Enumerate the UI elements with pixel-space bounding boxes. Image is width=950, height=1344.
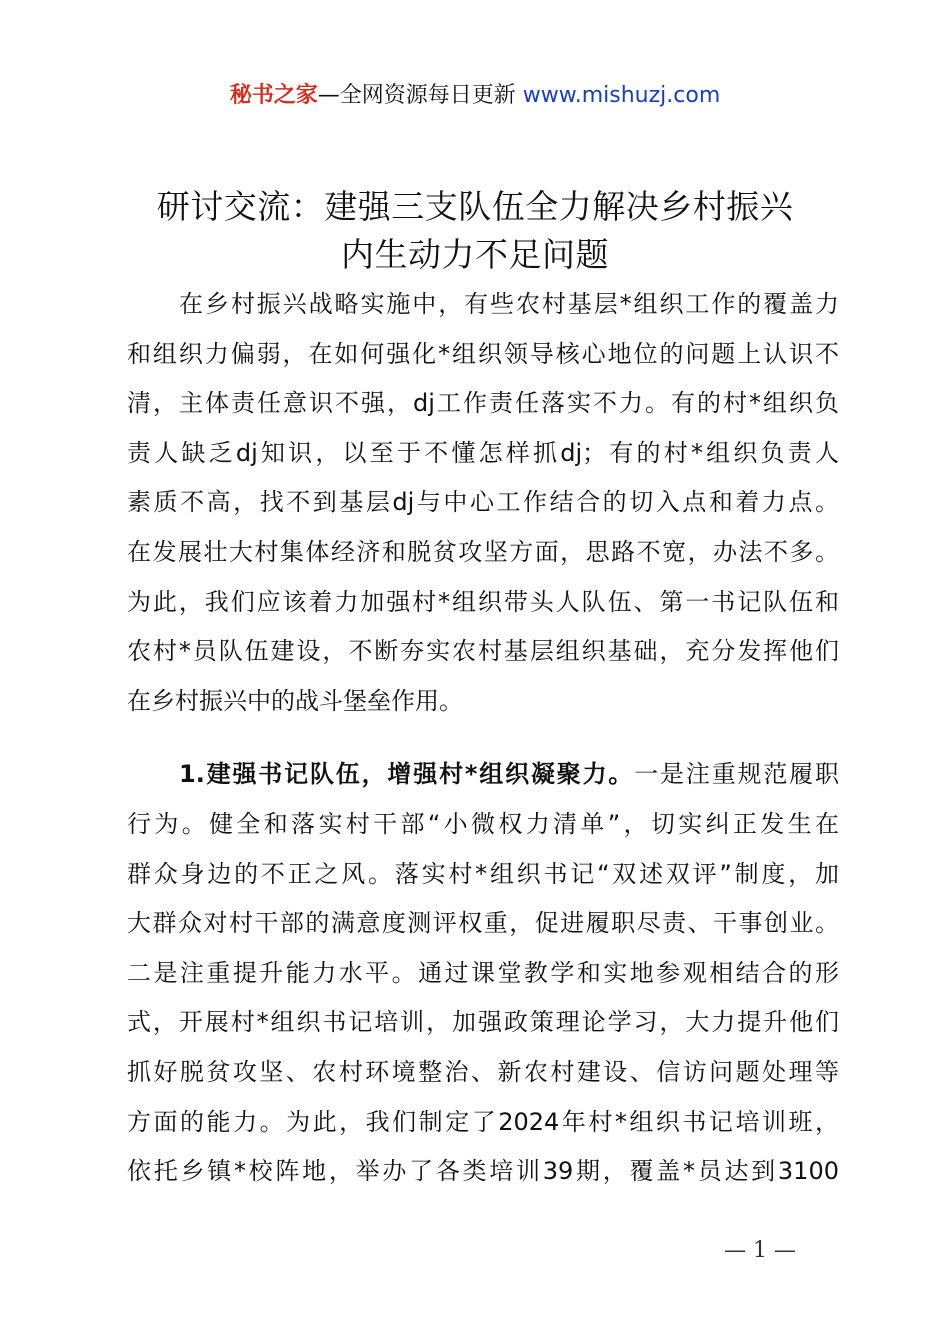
paragraph-line: 抓好脱贫攻坚、农村环境整治、新农村建设、信访问题处理等 xyxy=(127,1057,839,1086)
document-title xyxy=(0,183,950,279)
paragraph-line: 清，主体责任意识不强，dj工作责任落实不力。有的村*组织负 xyxy=(127,389,839,418)
intro-paragraph xyxy=(127,280,839,726)
section-1-paragraph xyxy=(127,750,839,1196)
paragraph-line: 在乡村振兴战略实施中，有些农村基层*组织工作的覆盖力 xyxy=(179,290,839,318)
paragraph-spacer xyxy=(127,726,839,750)
paragraph-line: 大群众对村干部的满意度测评权重，促进履职尽责、干事创业。 xyxy=(127,909,839,938)
section-1-heading: 1.建强书记队伍，增强村*组织凝聚力。 xyxy=(179,760,635,789)
page-number: — 1 — xyxy=(724,1238,796,1263)
paragraph-line: 为此，我们应该着力加强村*组织带头人队伍、第一书记队伍和 xyxy=(127,587,839,616)
section-1-first-line-text: 一是注重规范履职 xyxy=(634,760,839,789)
title-line-2: 内生动力不足问题 xyxy=(341,235,609,274)
paragraph-line: 在发展壮大村集体经济和脱贫攻坚方面，思路不宽，办法不多。 xyxy=(127,537,839,566)
paragraph-line: 农村*员队伍建设，不断夯实农村基层组织基础，充分发挥他们 xyxy=(127,637,839,666)
document-body xyxy=(127,280,839,1197)
paragraph-line xyxy=(127,750,839,800)
site-tagline: —全网资源每日更新 xyxy=(317,83,523,108)
title-line-1: 研讨交流：建强三支队伍全力解决乡村振兴 xyxy=(156,187,794,226)
paragraph-line: 依托乡镇*校阵地，举办了各类培训39期，覆盖*员达到3100 xyxy=(127,1157,839,1186)
paragraph-line: 在乡村振兴中的战斗堡垒作用。 xyxy=(127,686,463,715)
site-url-link[interactable]: www.mishuzj.com xyxy=(522,83,721,108)
paragraph-line: 行为。健全和落实村干部“小微权力清单”，切实纠正发生在 xyxy=(127,809,839,838)
paragraph-line: 方面的能力。为此，我们制定了2024年村*组织书记培训班， xyxy=(127,1107,839,1136)
paragraph-line: 和组织力偏弱，在如何强化*组织领导核心地位的问题上认识不 xyxy=(127,339,839,368)
site-header xyxy=(0,80,950,112)
site-brand: 秘书之家 xyxy=(229,83,318,108)
paragraph-line: 群众身边的不正之风。落实村*组织书记“双述双评”制度，加 xyxy=(127,859,839,888)
paragraph-line: 式，开展村*组织书记培训，加强政策理论学习，大力提升他们 xyxy=(127,1008,839,1037)
paragraph-line: 二是注重提升能力水平。通过课堂教学和实地参观相结合的形 xyxy=(127,958,839,987)
paragraph-line: 素质不高，找不到基层dj与中心工作结合的切入点和着力点。 xyxy=(127,488,839,517)
paragraph-line: 责人缺乏dj知识，以至于不懂怎样抓dj；有的村*组织负责人 xyxy=(127,438,839,467)
